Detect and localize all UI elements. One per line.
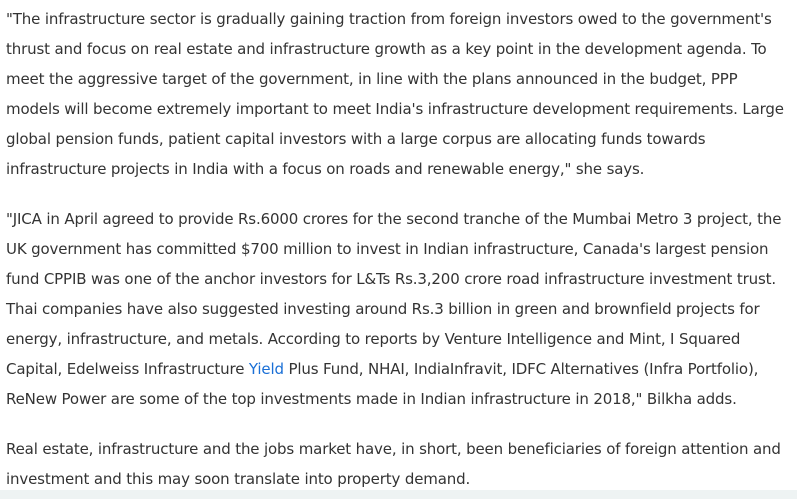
yield-link[interactable]: Yield — [248, 360, 284, 378]
paragraph-quote-infrastructure: "The infrastructure sector is gradually gaining traction from foreign investors owed to the government's thrust and focus on real estate and infrastructure growth as a key point in the development agenda. To meet the aggressive target of the government, in line with the plans announced in the budget, PPP models will become extremely important to meet India's infrastructure development requirements. Large global pension funds, patient capital investors with a large corpus are allocating funds towards infrastructure projects in India with a focus on roads and renewable energy," she says. — [6, 10, 784, 178]
paragraph-text-before-link: "JICA in April agreed to provide Rs.6000 crores for the second tranche of the Mumbai Metro 3 project, the UK government has committed $700 million to invest in Indian infrastructure, Canada's largest pension fund CPPIB was one of the anchor investors for L&Ts Rs.3,200 crore road infrastructure investment trust. Thai companies have also suggested investing around Rs.3 billion in green and brownfield projects for energy, infrastructure, and metals. According to reports by Venture Intelligence and Mint, I Squared Capital, Edelweiss Infrastructure — [6, 210, 782, 378]
paragraph-text-after-link: Plus Fund, NHAI, IndiaInfravit, IDFC Alternatives (Infra Portfolio), ReNew Power are some of the top investments made in Indian infrastructure in 2018," Bilkha adds. — [6, 360, 759, 408]
paragraph-summary: Real estate, infrastructure and the jobs market have, in short, been beneficiaries of foreign attention and investment and this may soon translate into property demand. — [6, 440, 781, 488]
article-body — [6, 4, 792, 494]
paragraph-quote-investments — [6, 204, 792, 414]
bottom-divider-strip — [0, 490, 797, 499]
